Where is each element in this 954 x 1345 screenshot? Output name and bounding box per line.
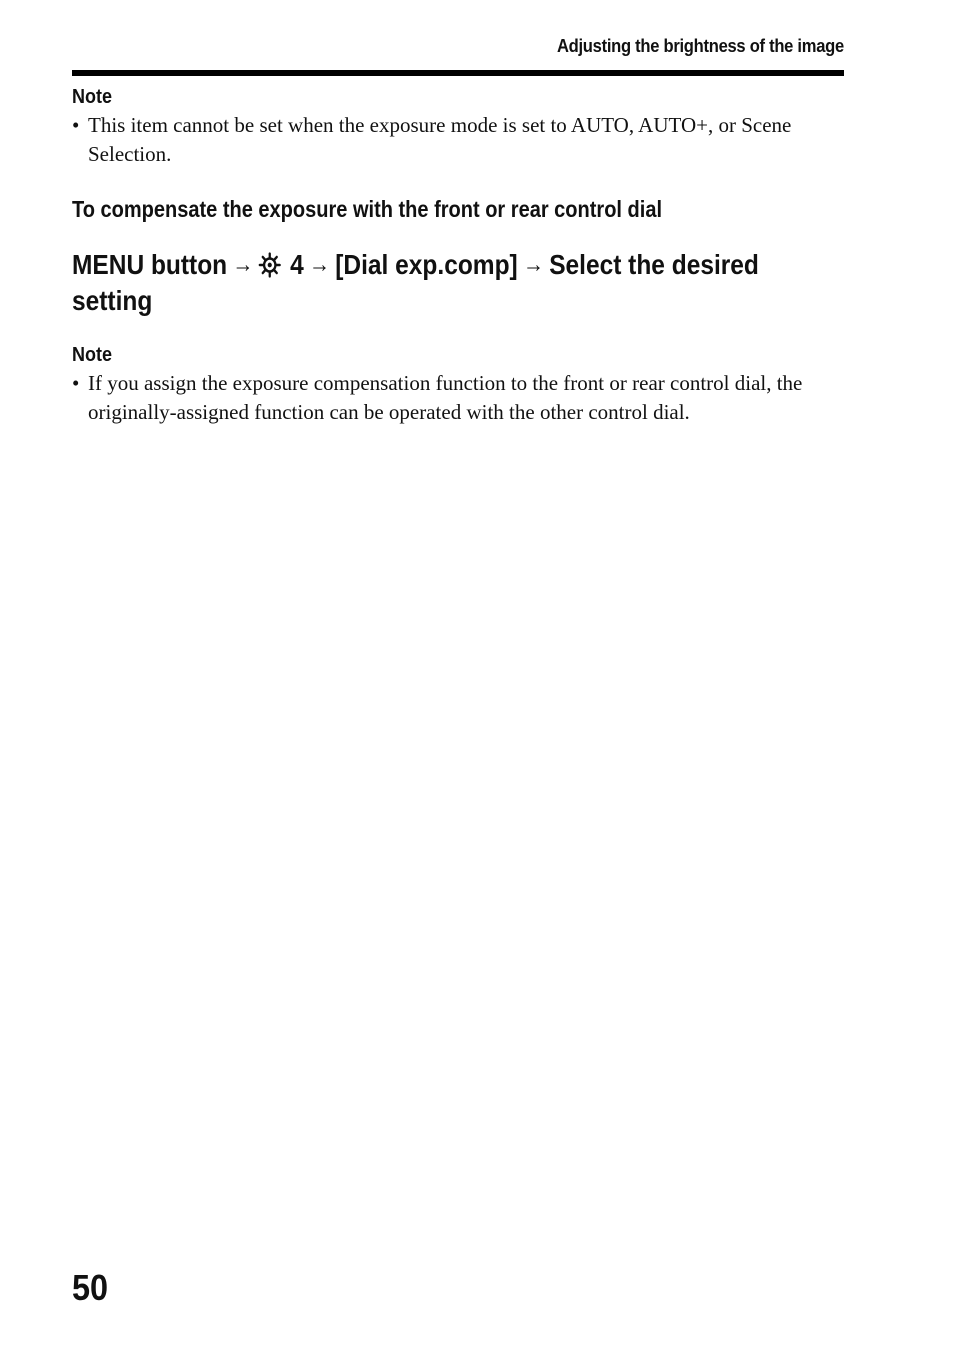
note-heading: Note <box>72 86 113 108</box>
section-subheading: To compensate the exposure with the front or rear control dial <box>72 196 663 222</box>
note-bullet-text: This item cannot be set when the exposure mode is set to AUTO, AUTO+, or Scene Selection. <box>88 113 792 166</box>
note-heading: Note <box>72 344 113 366</box>
menu-path-select-setting: Select the desired setting <box>72 249 759 316</box>
menu-path-menu-button: MENU button <box>72 249 228 280</box>
arrow-right-icon: → <box>309 251 331 278</box>
note-bullet-item <box>72 369 842 427</box>
bullet-symbol: • <box>72 371 80 395</box>
menu-path-instruction <box>72 247 842 319</box>
menu-path-dial-exp-comp: [Dial exp.comp] <box>335 249 518 280</box>
menu-path-tab-number: 4 <box>290 249 304 280</box>
note-bullet-item <box>72 111 842 169</box>
page-number: 50 <box>72 1267 109 1308</box>
note-bullet-text: If you assign the exposure compensation function to the front or rear control dial, the originally-assigned function can be operated with the other control dial. <box>88 371 803 424</box>
bullet-symbol: • <box>72 113 80 137</box>
gear-icon <box>259 252 282 278</box>
arrow-right-icon: → <box>232 251 254 278</box>
header-section-title: Adjusting the brightness of the image <box>557 36 844 56</box>
header-rule <box>72 70 844 76</box>
arrow-right-icon: → <box>522 251 544 278</box>
